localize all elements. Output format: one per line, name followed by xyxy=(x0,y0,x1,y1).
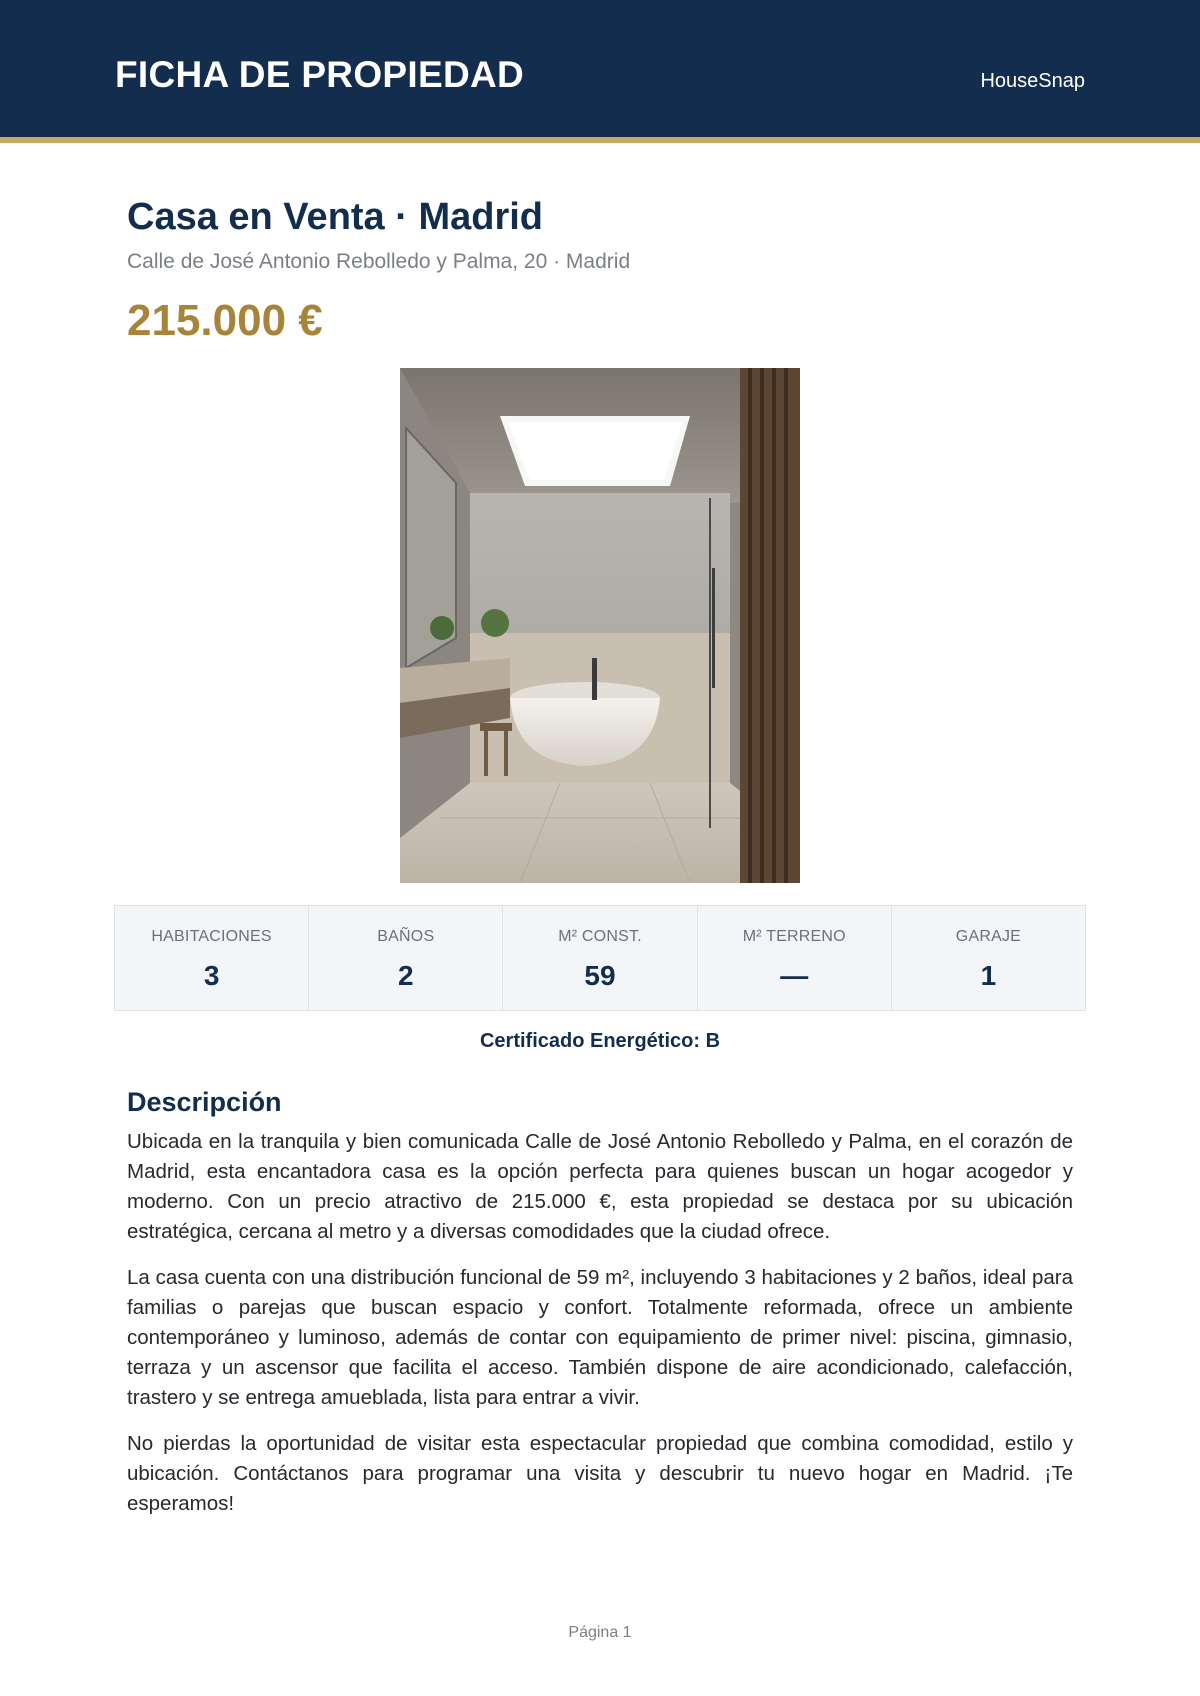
stat-value: 1 xyxy=(980,960,997,991)
brand-name: HouseSnap xyxy=(980,70,1085,92)
stat-label: M² TERRENO xyxy=(742,928,846,945)
stat-value: 3 xyxy=(203,960,220,991)
stat-m2-terreno xyxy=(698,906,892,1010)
description-paragraph: La casa cuenta con una distribución funcional de 59 m², incluyendo 3 habitaciones y 2 baños, ideal para familias o parejas que buscan espacio y confort. Totalmente reformada, ofrece un ambiente contemporáneo y luminoso, además de contar con equipamiento de primer nivel: piscina, gimnasio, terraza y un ascensor que facilita el acceso. También dispone de aire acondicionado, calefacción, trastero y se entrega amueblada, lista para entrar a vivir. xyxy=(127,1266,1073,1409)
header-title: FICHA DE PROPIEDAD xyxy=(115,54,525,95)
property-title: Casa en Venta · Madrid xyxy=(127,196,544,238)
stat-label: M² CONST. xyxy=(558,928,642,945)
energy-certificate: Certificado Energético: B xyxy=(479,1030,721,1052)
property-stats xyxy=(114,905,1086,1011)
description-paragraph: Ubicada en la tranquila y bien comunicada Calle de José Antonio Rebolledo y Palma, en el corazón de Madrid, esta encantadora casa es la opción perfecta para quienes buscan un hogar acogedor y moderno. Con un precio atractivo de 215.000 €, esta propiedad se destaca por su ubicación estratégica, cercana al metro y a diversas comodidades que la ciudad ofrece. xyxy=(127,1130,1073,1243)
stat-label: BAÑOS xyxy=(377,928,435,945)
property-price: 215.000 € xyxy=(127,296,323,345)
description-body xyxy=(127,1127,1073,1535)
page-number: Página 1 xyxy=(568,1624,632,1641)
description-paragraph: No pierdas la oportunidad de visitar esta espectacular propiedad que combina comodidad, estilo y ubicación. Contáctanos para programar una visita y descubrir tu nuevo hogar en Madrid. ¡Te esperamos! xyxy=(127,1432,1073,1515)
stat-garaje xyxy=(892,906,1085,1010)
stat-value: — xyxy=(780,960,809,991)
property-address: Calle de José Antonio Rebolledo y Palma, 20 · Madrid xyxy=(127,250,631,273)
stat-m2-const xyxy=(503,906,697,1010)
stat-value: 59 xyxy=(584,960,616,991)
stat-value: 2 xyxy=(398,960,414,991)
stat-habitaciones xyxy=(115,906,309,1010)
stat-label: HABITACIONES xyxy=(151,928,272,945)
stat-label: GARAJE xyxy=(955,928,1022,945)
description-heading: Descripción xyxy=(127,1087,282,1117)
page-header xyxy=(0,0,1200,143)
stat-banos xyxy=(309,906,503,1010)
property-photo xyxy=(400,368,800,883)
